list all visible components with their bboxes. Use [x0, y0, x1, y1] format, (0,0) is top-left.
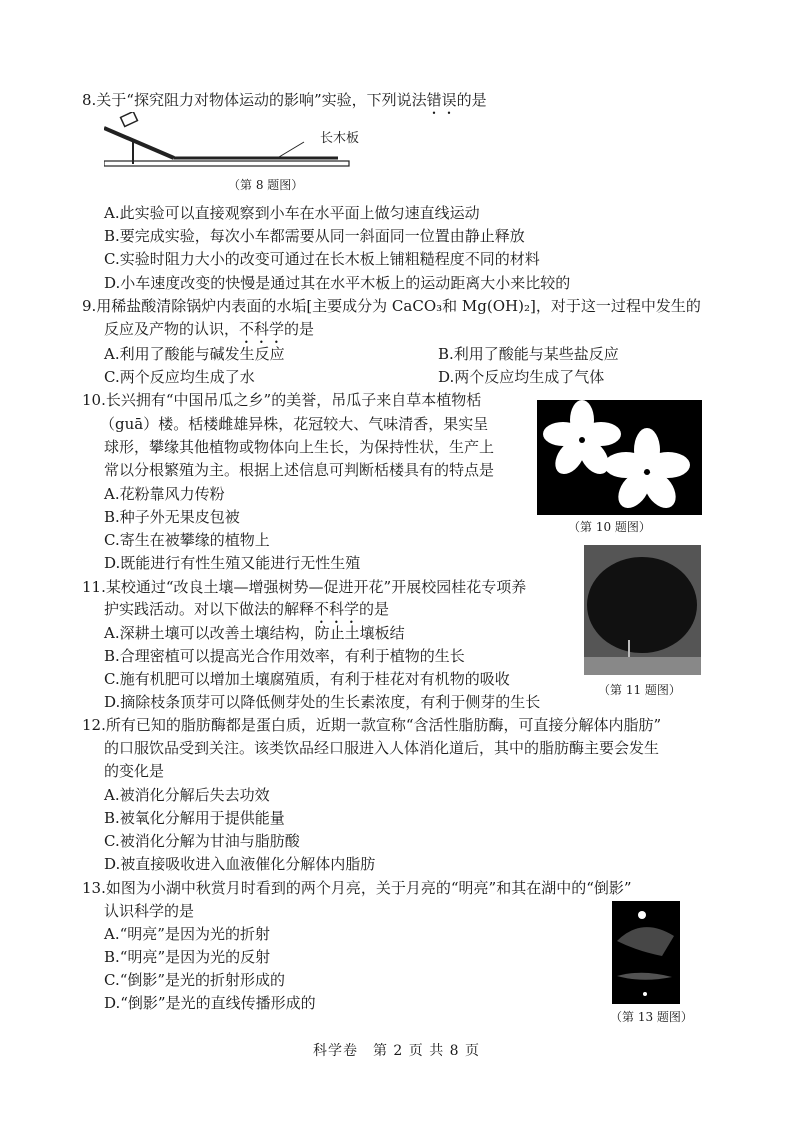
- figure-label: 长木板: [320, 131, 360, 146]
- option-a: A.花粉靠风力传粉: [104, 485, 225, 503]
- option-b: B.要完成实验，每次小车都需要从同一斜面同一位置由静止释放: [104, 227, 525, 245]
- option-a: A.利用了酸能与碱发生反应: [104, 345, 285, 363]
- option-d: D.摘除枝条顶芽可以降低侧芽处的生长素浓度，有利于侧芽的生长: [104, 693, 541, 711]
- cart-icon: [121, 112, 138, 126]
- question-13-stem: 13.如图为小湖中秋赏月时看到的两个月亮，关于月亮的“明亮”和其在湖中的“倒影”: [82, 879, 632, 897]
- question-10-stem: 10.长兴拥有“中国吊瓜之乡”的美誉，吊瓜子来自草本植物栝: [82, 391, 482, 409]
- question-12-stem-cont: 的变化是: [104, 762, 165, 780]
- question-9-stem: 9.用稀盐酸清除锅炉内表面的水垢[主要成分为 CaCO₃和 Mg(OH)₂]，对于这一过程中发生的: [82, 297, 701, 315]
- stem-text: 护实践活动。对以下做法的解释: [104, 600, 315, 618]
- emphasized-word: 错误: [426, 91, 457, 109]
- flower-photo: [537, 400, 702, 515]
- option-b: B.合理密植可以提高光合作用效率，有利于植物的生长: [104, 647, 465, 665]
- option-d: D.被直接吸收进入血液催化分解体内脂肪: [104, 855, 376, 873]
- option-a: A.此实验可以直接观察到小车在水平面上做匀速直线运动: [104, 204, 480, 222]
- osmanthus-tree-photo: [584, 545, 701, 675]
- option-d: D.“倒影”是光的直线传播形成的: [104, 994, 316, 1012]
- option-b: B.利用了酸能与某些盐反应: [438, 345, 619, 363]
- option-c: C.寄生在被攀缘的植物上: [104, 531, 270, 549]
- option-d: D.小车速度改变的快慢是通过其在水平木板上的运动距离大小来比较的: [104, 274, 571, 292]
- question-12-stem: 12.所有已知的脂肪酶都是蛋白质，近期一款宣称“含活性脂肪酶，可直接分解体内脂肪”: [82, 716, 662, 734]
- option-a: A.深耕土壤可以改善土壤结构，防止土壤板结: [104, 624, 405, 642]
- question-13-stem-cont: 认识科学的是: [104, 902, 195, 920]
- page-footer: 科学卷 第 2 页 共 8 页: [312, 1043, 481, 1059]
- emphasized-word: 不科学: [239, 320, 285, 338]
- question-10-stem-cont: 常以分根繁殖为主。根据上述信息可判断栝楼具有的特点是: [104, 461, 495, 479]
- question-10-stem-cont: 球形，攀缘其他植物或物体向上生长，为保持性状，生产上: [104, 438, 495, 456]
- option-c: C.被消化分解为甘油与脂肪酸: [104, 832, 300, 850]
- option-d: D.既能进行有性生殖又能进行无性生殖: [104, 554, 361, 572]
- figure-caption: （第 8 题图）: [228, 178, 304, 192]
- option-b: B.种子外无果皮包被: [104, 508, 240, 526]
- figure-caption: （第 10 题图）: [568, 520, 651, 534]
- emphasized-word: 不科学: [314, 600, 360, 618]
- option-c: C.施有机肥可以增加土壤腐殖质，有利于桂花对有机物的吸收: [104, 670, 510, 688]
- option-a: A.被消化分解后失去功效: [104, 786, 270, 804]
- option-c: C.两个反应均生成了水: [104, 368, 255, 386]
- figure-caption: （第 13 题图）: [610, 1010, 693, 1024]
- option-d: D.两个反应均生成了气体: [438, 368, 605, 386]
- figure-caption: （第 11 题图）: [598, 683, 681, 697]
- stem-text: 的是: [456, 91, 487, 109]
- moon-reflection-photo: [612, 901, 680, 1004]
- question-12-stem-cont: 的口服饮品受到关注。该类饮品经口服进入人体消化道后，其中的脂肪酶主要会发生: [104, 739, 660, 757]
- option-c: C.“倒影”是光的折射形成的: [104, 971, 286, 989]
- question-9-stem-cont: [104, 319, 314, 347]
- stem-text: 反应及产物的认识，: [104, 320, 240, 338]
- question-10-stem-cont: （guā）楼。栝楼雌雄异株，花冠较大、气味清香，果实呈: [100, 415, 489, 433]
- option-a: A.“明亮”是因为光的折射: [104, 925, 270, 943]
- question-11-stem: 11.某校通过“改良土壤—增强树势—促进开花”开展校园桂花专项养: [82, 578, 527, 596]
- option-b: B.被氧化分解用于提供能量: [104, 809, 285, 827]
- stem-text: 的是: [359, 600, 390, 618]
- option-b: B.“明亮”是因为光的反射: [104, 948, 271, 966]
- option-c: C.实验时阻力大小的改变可通过在长木板上铺粗糙程度不同的材料: [104, 250, 540, 268]
- stem-text: 的是: [284, 320, 315, 338]
- stem-text: 8.关于“探究阻力对物体运动的影响”实验，下列说法: [82, 91, 427, 109]
